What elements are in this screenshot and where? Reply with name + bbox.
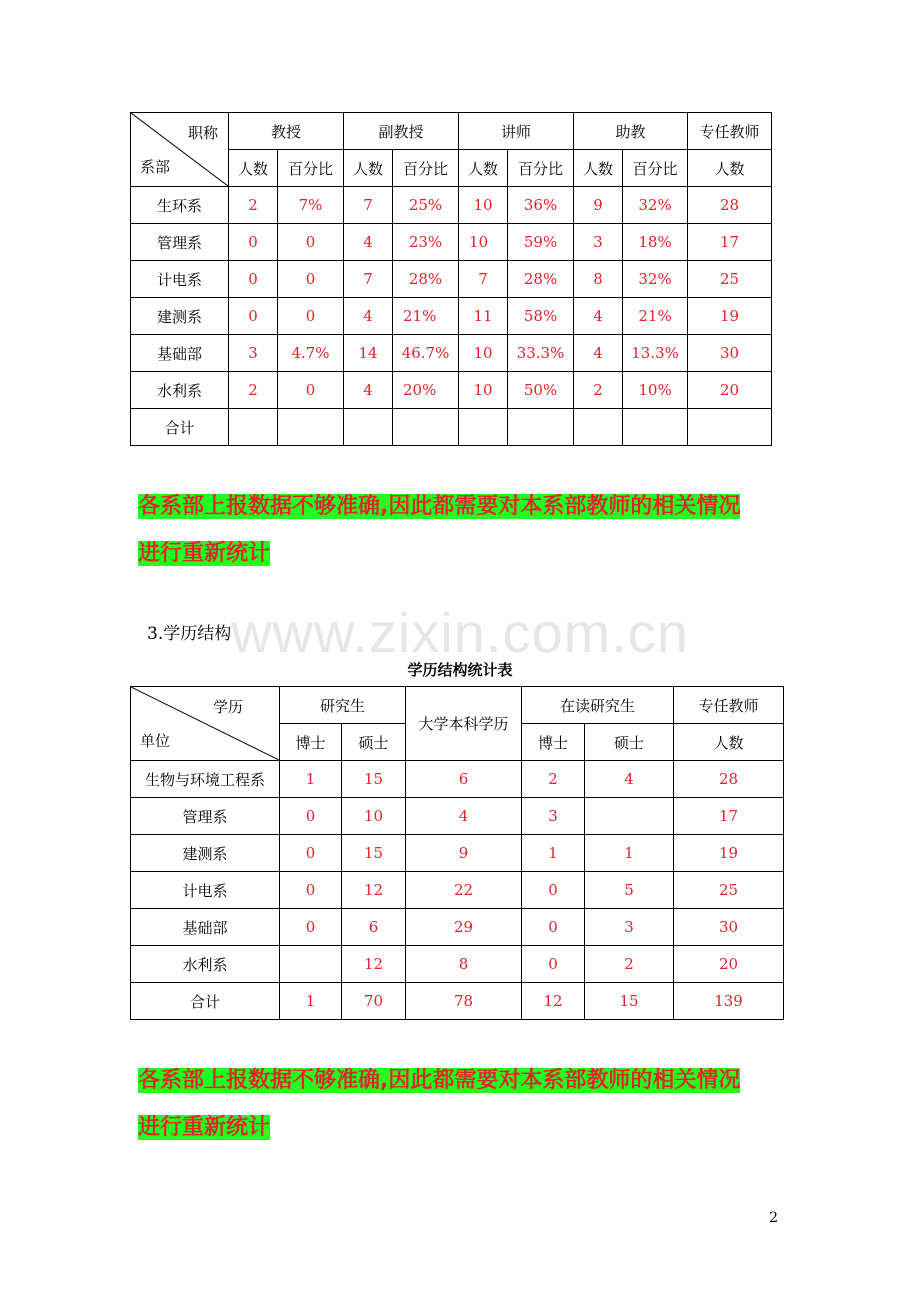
table-row: [131, 261, 772, 298]
data-cell: 15: [342, 835, 406, 872]
notice-1-line-1: 各系部上报数据不够准确,因此都需要对本系部教师的相关情况: [138, 494, 741, 519]
data-cell: 25%: [393, 187, 459, 224]
watermark: www.zixin.com.cn: [231, 601, 689, 664]
data-cell: 2: [585, 946, 674, 983]
data-cell: 78: [406, 983, 522, 1020]
total-header-count: 人数: [688, 150, 772, 187]
data-cell: 25: [688, 261, 772, 298]
data-cell: 12: [342, 946, 406, 983]
table2-title: 学历结构统计表: [407, 661, 513, 679]
data-cell: 1: [280, 983, 342, 1020]
data-cell: 5: [585, 872, 674, 909]
table-row: [131, 946, 784, 983]
data-cell: 0: [278, 261, 344, 298]
data-cell: 4: [406, 798, 522, 835]
data-cell: 10: [459, 187, 508, 224]
table-row: [131, 761, 784, 798]
data-cell: [574, 409, 623, 446]
table1-corner-header: [131, 113, 229, 187]
data-cell: 139: [674, 983, 784, 1020]
page-number: 2: [769, 1210, 778, 1226]
data-cell: [278, 409, 344, 446]
group-header: 教授: [229, 113, 344, 150]
data-cell: 4: [574, 298, 623, 335]
sub-header-count: 人数: [574, 150, 623, 187]
data-cell: 19: [688, 298, 772, 335]
data-cell: 59%: [508, 224, 574, 261]
data-cell: 0: [280, 835, 342, 872]
notice-1-line-2: 进行重新统计: [138, 541, 271, 566]
data-cell: 4: [344, 372, 393, 409]
data-cell: 10%: [623, 372, 688, 409]
data-cell: 20%: [393, 372, 459, 409]
data-cell: 0: [229, 224, 278, 261]
data-cell: 13.3%: [623, 335, 688, 372]
data-cell: [585, 798, 674, 835]
data-cell: 32%: [623, 261, 688, 298]
data-cell: 8: [574, 261, 623, 298]
sub-header-count: 人数: [459, 150, 508, 187]
dept-name-cell: 水利系: [131, 372, 229, 409]
data-cell: 0: [522, 909, 585, 946]
dept-name-cell: 生环系: [131, 187, 229, 224]
table-row: [131, 872, 784, 909]
notice-1: [138, 483, 783, 577]
data-cell: 32%: [623, 187, 688, 224]
sub-header-doctor: 博士: [522, 724, 585, 761]
studying-header: 在读研究生: [522, 687, 674, 724]
sub-header-percent: 百分比: [393, 150, 459, 187]
data-cell: 20: [688, 372, 772, 409]
data-cell: 29: [406, 909, 522, 946]
data-cell: 1: [280, 761, 342, 798]
table-row: [131, 983, 784, 1020]
data-cell: 23%: [393, 224, 459, 261]
data-cell: 46.7%: [393, 335, 459, 372]
data-cell: [688, 409, 772, 446]
data-cell: 4: [344, 298, 393, 335]
data-cell: 7: [344, 261, 393, 298]
data-cell: 12: [342, 872, 406, 909]
data-cell: 10: [459, 335, 508, 372]
data-cell: 58%: [508, 298, 574, 335]
table-row: [131, 409, 772, 446]
unit-name-cell: 基础部: [131, 909, 280, 946]
sub-header-master: 硕士: [585, 724, 674, 761]
data-cell: 7: [344, 187, 393, 224]
data-cell: 33.3%: [508, 335, 574, 372]
data-cell: 19: [674, 835, 784, 872]
data-cell: 15: [342, 761, 406, 798]
data-cell: [459, 409, 508, 446]
notice-2-line-1: 各系部上报数据不够准确,因此都需要对本系部教师的相关情况: [138, 1068, 741, 1093]
corner-bottom-label: 系部: [140, 158, 171, 176]
table2-corner-header: [131, 687, 280, 761]
data-cell: 7%: [278, 187, 344, 224]
data-cell: 12: [522, 983, 585, 1020]
data-cell: 0: [280, 872, 342, 909]
unit-name-cell: 建测系: [131, 835, 280, 872]
data-cell: 28: [688, 187, 772, 224]
data-cell: [344, 409, 393, 446]
data-cell: 7: [459, 261, 508, 298]
table-row: [131, 798, 784, 835]
graduate-header: 研究生: [280, 687, 406, 724]
data-cell: 0: [280, 909, 342, 946]
data-cell: 3: [574, 224, 623, 261]
data-cell: 15: [585, 983, 674, 1020]
notice-2-line-2: 进行重新统计: [138, 1115, 271, 1140]
section-title: 3.学历结构: [147, 624, 232, 644]
total-header: 专任教师: [688, 113, 772, 150]
data-cell: 4.7%: [278, 335, 344, 372]
data-cell: 0: [229, 298, 278, 335]
data-cell: 2: [229, 187, 278, 224]
data-cell: 17: [674, 798, 784, 835]
group-header: 副教授: [344, 113, 459, 150]
data-cell: 0: [278, 224, 344, 261]
data-cell: 10: [459, 224, 508, 261]
corner-bottom-label: 单位: [140, 732, 171, 750]
table-row: [131, 909, 784, 946]
data-cell: 11: [459, 298, 508, 335]
data-cell: 2: [522, 761, 585, 798]
total-header: 专任教师: [674, 687, 784, 724]
dept-name-cell: 计电系: [131, 261, 229, 298]
data-cell: 28: [674, 761, 784, 798]
sub-header-doctor: 博士: [280, 724, 342, 761]
unit-name-cell: 水利系: [131, 946, 280, 983]
data-cell: 20: [674, 946, 784, 983]
data-cell: [623, 409, 688, 446]
data-cell: 6: [406, 761, 522, 798]
group-header: 助教: [574, 113, 688, 150]
group-header: 讲师: [459, 113, 574, 150]
data-cell: 2: [574, 372, 623, 409]
dept-name-cell: 基础部: [131, 335, 229, 372]
dept-name-cell: 管理系: [131, 224, 229, 261]
data-cell: 18%: [623, 224, 688, 261]
education-structure-table: [130, 686, 784, 1020]
data-cell: 17: [688, 224, 772, 261]
data-cell: 3: [522, 798, 585, 835]
data-cell: 21%: [393, 298, 459, 335]
unit-name-cell: 生物与环境工程系: [131, 761, 280, 798]
data-cell: 8: [406, 946, 522, 983]
data-cell: 10: [459, 372, 508, 409]
data-cell: 10: [342, 798, 406, 835]
sub-header-count: 人数: [344, 150, 393, 187]
data-cell: 70: [342, 983, 406, 1020]
dept-name-cell: 建测系: [131, 298, 229, 335]
data-cell: 28%: [508, 261, 574, 298]
title-structure-table: [130, 112, 772, 446]
data-cell: 0: [522, 872, 585, 909]
table-row: [131, 298, 772, 335]
data-cell: 2: [229, 372, 278, 409]
dept-name-cell: 合计: [131, 409, 229, 446]
data-cell: 14: [344, 335, 393, 372]
data-cell: 30: [688, 335, 772, 372]
data-cell: 36%: [508, 187, 574, 224]
data-cell: 50%: [508, 372, 574, 409]
data-cell: 4: [344, 224, 393, 261]
data-cell: 4: [574, 335, 623, 372]
data-cell: 0: [278, 372, 344, 409]
data-cell: 0: [522, 946, 585, 983]
data-cell: 25: [674, 872, 784, 909]
data-cell: [229, 409, 278, 446]
corner-top-label: 职称: [187, 124, 218, 142]
notice-2: [138, 1057, 783, 1151]
data-cell: 9: [574, 187, 623, 224]
data-cell: 3: [585, 909, 674, 946]
total-header-count: 人数: [674, 724, 784, 761]
data-cell: 22: [406, 872, 522, 909]
table-row: [131, 372, 772, 409]
data-cell: 4: [585, 761, 674, 798]
data-cell: 30: [674, 909, 784, 946]
table-row: [131, 335, 772, 372]
data-cell: 1: [585, 835, 674, 872]
data-cell: 0: [229, 261, 278, 298]
data-cell: 6: [342, 909, 406, 946]
sub-header-count: 人数: [229, 150, 278, 187]
corner-top-label: 学历: [212, 698, 243, 716]
bachelor-header: 大学本科学历: [406, 687, 522, 761]
table-row: [131, 187, 772, 224]
data-cell: 3: [229, 335, 278, 372]
data-cell: 9: [406, 835, 522, 872]
sub-header-percent: 百分比: [278, 150, 344, 187]
sub-header-master: 硕士: [342, 724, 406, 761]
unit-name-cell: 合计: [131, 983, 280, 1020]
data-cell: 0: [278, 298, 344, 335]
sub-header-percent: 百分比: [623, 150, 688, 187]
unit-name-cell: 管理系: [131, 798, 280, 835]
data-cell: [280, 946, 342, 983]
data-cell: 21%: [623, 298, 688, 335]
data-cell: 0: [280, 798, 342, 835]
table-row: [131, 835, 784, 872]
unit-name-cell: 计电系: [131, 872, 280, 909]
sub-header-percent: 百分比: [508, 150, 574, 187]
data-cell: [393, 409, 459, 446]
data-cell: 28%: [393, 261, 459, 298]
data-cell: [508, 409, 574, 446]
table-row: [131, 224, 772, 261]
data-cell: 1: [522, 835, 585, 872]
